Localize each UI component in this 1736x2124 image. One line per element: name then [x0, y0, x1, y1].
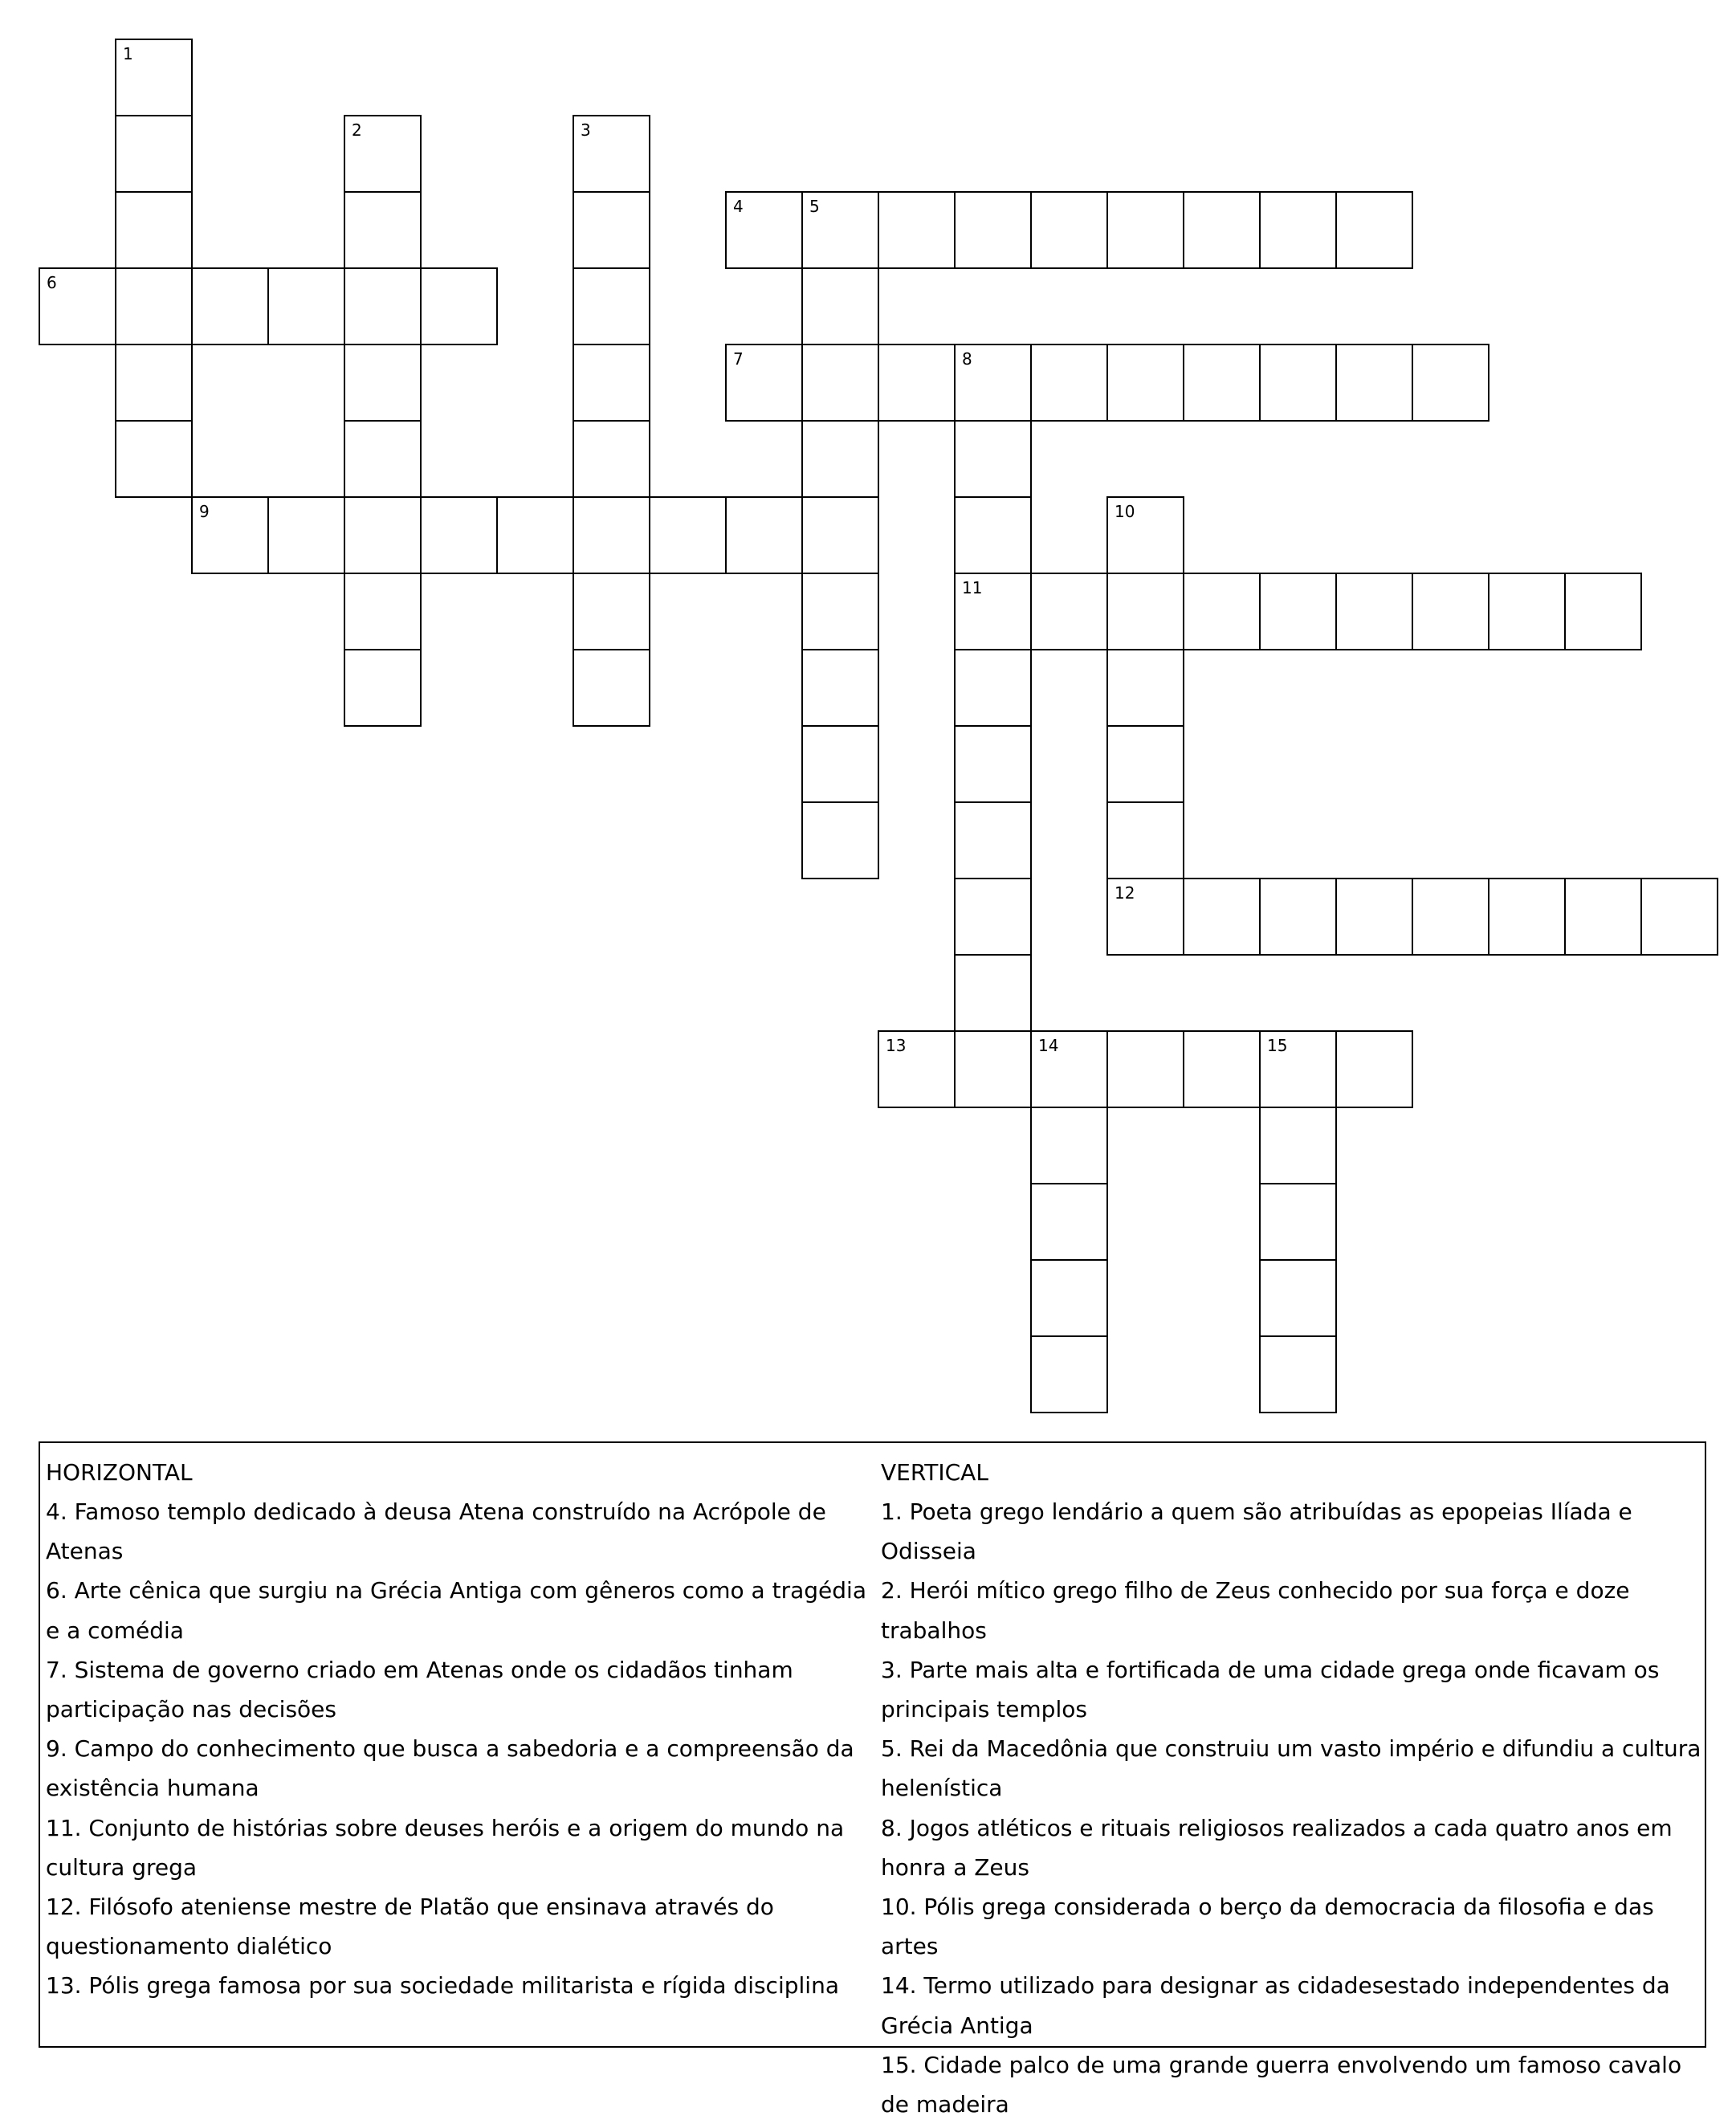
- grid-cell[interactable]: [1106, 573, 1184, 650]
- grid-cell[interactable]: [115, 39, 193, 116]
- grid-cell[interactable]: [878, 344, 956, 422]
- grid-cell[interactable]: [1030, 1183, 1108, 1261]
- grid-cell[interactable]: [725, 344, 803, 422]
- grid-cell[interactable]: [954, 1030, 1032, 1108]
- grid-cell[interactable]: [115, 115, 193, 193]
- clue-number: 6: [47, 273, 57, 292]
- grid-cell[interactable]: [801, 573, 879, 650]
- grid-cell[interactable]: [1412, 344, 1489, 422]
- clue-down-15: 15. Cidade palco de uma grande guerra envolvendo um famoso cavalo de madeira: [881, 2051, 1682, 2118]
- grid-cell[interactable]: [573, 420, 650, 498]
- grid-cell[interactable]: [1640, 878, 1718, 956]
- grid-cell[interactable]: [1183, 878, 1261, 956]
- clue-number: 10: [1115, 502, 1135, 521]
- clue-number: 9: [199, 502, 210, 521]
- clue-number: 11: [962, 578, 983, 597]
- grid-cell[interactable]: [801, 496, 879, 574]
- grid-cell[interactable]: [1335, 191, 1413, 269]
- clue-across-6: 6. Arte cênica que surgiu na Grécia Antiga com gêneros como a tragédia e a comédia: [46, 1577, 866, 1644]
- grid-cell[interactable]: [1106, 1030, 1184, 1108]
- grid-cell[interactable]: [1106, 801, 1184, 879]
- grid-cell[interactable]: [115, 344, 193, 422]
- clue-down-14: 14. Termo utilizado para designar as cidadesestado independentes da Grécia Antiga: [881, 1972, 1670, 2039]
- clue-down-8: 8. Jogos atléticos e rituais religiosos realizados a cada quatro anos em honra a Zeus: [881, 1814, 1673, 1881]
- clue-number: 1: [123, 44, 133, 63]
- grid-cell[interactable]: [1030, 1259, 1108, 1337]
- grid-cell[interactable]: [573, 267, 650, 345]
- grid-cell[interactable]: [1106, 725, 1184, 803]
- grid-cell[interactable]: [344, 649, 422, 727]
- grid-cell[interactable]: [191, 267, 269, 345]
- across-clues: [46, 1453, 873, 2006]
- grid-cell[interactable]: [344, 573, 422, 650]
- grid-cell[interactable]: [1183, 191, 1261, 269]
- grid-cell[interactable]: [725, 496, 803, 574]
- clue-down-3: 3. Parte mais alta e fortificada de uma cidade grega onde ficavam os principais templos: [881, 1656, 1660, 1723]
- grid-cell[interactable]: [1259, 1259, 1337, 1337]
- grid-cell[interactable]: [115, 267, 193, 345]
- grid-cell[interactable]: [1335, 1030, 1413, 1108]
- grid-cell[interactable]: [1106, 496, 1184, 574]
- clue-number: 2: [352, 120, 362, 140]
- clue-down-2: 2. Herói mítico grego filho de Zeus conhecido por sua força e doze trabalhos: [881, 1577, 1630, 1644]
- grid-cell[interactable]: [344, 496, 422, 574]
- grid-cell[interactable]: [344, 191, 422, 269]
- grid-cell[interactable]: [1259, 573, 1337, 650]
- grid-cell[interactable]: [1259, 1030, 1337, 1108]
- grid-cell[interactable]: [954, 954, 1032, 1032]
- clue-number: 14: [1038, 1036, 1059, 1055]
- grid-cell[interactable]: [573, 191, 650, 269]
- grid-cell[interactable]: [1488, 878, 1566, 956]
- grid-cell[interactable]: [1106, 344, 1184, 422]
- grid-cell[interactable]: [344, 344, 422, 422]
- grid-cell[interactable]: [801, 344, 879, 422]
- clue-number: 12: [1115, 883, 1135, 903]
- grid-cell[interactable]: [801, 267, 879, 345]
- grid-cell[interactable]: [344, 115, 422, 193]
- grid-cell[interactable]: [1259, 344, 1337, 422]
- grid-cell[interactable]: [1030, 1030, 1108, 1108]
- clue-down-5: 5. Rei da Macedônia que construiu um vasto império e difundiu a cultura helenística: [881, 1735, 1701, 1802]
- clue-number: 13: [886, 1036, 907, 1055]
- grid-cell[interactable]: [1183, 344, 1261, 422]
- grid-cell[interactable]: [954, 801, 1032, 879]
- grid-cell[interactable]: [39, 267, 116, 345]
- grid-cell[interactable]: [1030, 1107, 1108, 1184]
- grid-cell[interactable]: [954, 725, 1032, 803]
- clue-across-13: 13. Pólis grega famosa por sua sociedade militarista e rígida disciplina: [46, 1972, 839, 2000]
- grid-cell[interactable]: [115, 420, 193, 498]
- grid-cell[interactable]: [1183, 573, 1261, 650]
- grid-cell[interactable]: [954, 191, 1032, 269]
- grid-cell[interactable]: [420, 267, 498, 345]
- grid-cell[interactable]: [1259, 1107, 1337, 1184]
- clue-across-9: 9. Campo do conhecimento que busca a sabedoria e a compreensão da existência humana: [46, 1735, 854, 1802]
- grid-cell[interactable]: [725, 191, 803, 269]
- grid-cell[interactable]: [649, 496, 727, 574]
- grid-cell[interactable]: [1183, 1030, 1261, 1108]
- down-heading: VERTICAL: [881, 1459, 988, 1486]
- grid-cell[interactable]: [1412, 573, 1489, 650]
- clue-across-4: 4. Famoso templo dedicado à deusa Atena construído na Acrópole de Atenas: [46, 1498, 826, 1565]
- grid-cell[interactable]: [801, 420, 879, 498]
- grid-cell[interactable]: [1030, 191, 1108, 269]
- grid-cell[interactable]: [801, 725, 879, 803]
- clue-number: 7: [733, 349, 744, 369]
- grid-cell[interactable]: [573, 649, 650, 727]
- grid-cell[interactable]: [954, 878, 1032, 956]
- grid-cell[interactable]: [954, 420, 1032, 498]
- grid-cell[interactable]: [1488, 573, 1566, 650]
- grid-cell[interactable]: [1564, 573, 1642, 650]
- clue-number: 4: [733, 197, 744, 216]
- grid-cell[interactable]: [1106, 649, 1184, 727]
- grid-cell[interactable]: [1106, 878, 1184, 956]
- grid-cell[interactable]: [1335, 344, 1413, 422]
- grid-cell[interactable]: [1259, 1183, 1337, 1261]
- grid-cell[interactable]: [267, 267, 345, 345]
- grid-cell[interactable]: [801, 649, 879, 727]
- grid-cell[interactable]: [1030, 344, 1108, 422]
- grid-cell[interactable]: [573, 115, 650, 193]
- clue-down-10: 10. Pólis grega considerada o berço da democracia da filosofia e das artes: [881, 1894, 1654, 1960]
- grid-cell[interactable]: [420, 496, 498, 574]
- grid-cell[interactable]: [1259, 878, 1337, 956]
- grid-cell[interactable]: [496, 496, 574, 574]
- grid-cell[interactable]: [115, 191, 193, 269]
- grid-cell[interactable]: [1259, 191, 1337, 269]
- clue-across-12: 12. Filósofo ateniense mestre de Platão que ensinava através do questionamento dialético: [46, 1894, 774, 1960]
- grid-cell[interactable]: [878, 1030, 956, 1108]
- grid-cell[interactable]: [1335, 573, 1413, 650]
- clue-down-1: 1. Poeta grego lendário a quem são atribuídas as epopeias Ilíada e Odisseia: [881, 1498, 1632, 1565]
- grid-cell[interactable]: [573, 344, 650, 422]
- clue-across-7: 7. Sistema de governo criado em Atenas onde os cidadãos tinham participação nas decisões: [46, 1656, 793, 1723]
- grid-cell[interactable]: [1030, 573, 1108, 650]
- grid-cell[interactable]: [1030, 1335, 1108, 1413]
- grid-cell[interactable]: [954, 649, 1032, 727]
- grid-cell[interactable]: [878, 191, 956, 269]
- grid-cell[interactable]: [1412, 878, 1489, 956]
- grid-cell[interactable]: [267, 496, 345, 574]
- grid-cell[interactable]: [954, 573, 1032, 650]
- grid-cell[interactable]: [573, 496, 650, 574]
- grid-cell[interactable]: [1106, 191, 1184, 269]
- down-clues: [881, 1453, 1708, 2124]
- clues-box: [39, 1441, 1706, 2118]
- grid-cell[interactable]: [954, 344, 1032, 422]
- clue-number: 3: [581, 120, 591, 140]
- grid-cell[interactable]: [344, 420, 422, 498]
- grid-cell[interactable]: [1335, 878, 1413, 956]
- across-heading: HORIZONTAL: [46, 1459, 193, 1486]
- grid-cell[interactable]: [573, 573, 650, 650]
- grid-cell[interactable]: [801, 191, 879, 269]
- grid-cell[interactable]: [1259, 1335, 1337, 1413]
- clue-number: 8: [962, 349, 972, 369]
- clue-number: 5: [809, 197, 820, 216]
- clue-number: 15: [1267, 1036, 1288, 1055]
- grid-cell[interactable]: [1564, 878, 1642, 956]
- clue-across-11: 11. Conjunto de histórias sobre deuses heróis e a origem do mundo na cultura grega: [46, 1814, 845, 1881]
- grid-cell[interactable]: [801, 801, 879, 879]
- grid-cell[interactable]: [344, 267, 422, 345]
- grid-cell[interactable]: [954, 496, 1032, 574]
- grid-cell[interactable]: [191, 496, 269, 574]
